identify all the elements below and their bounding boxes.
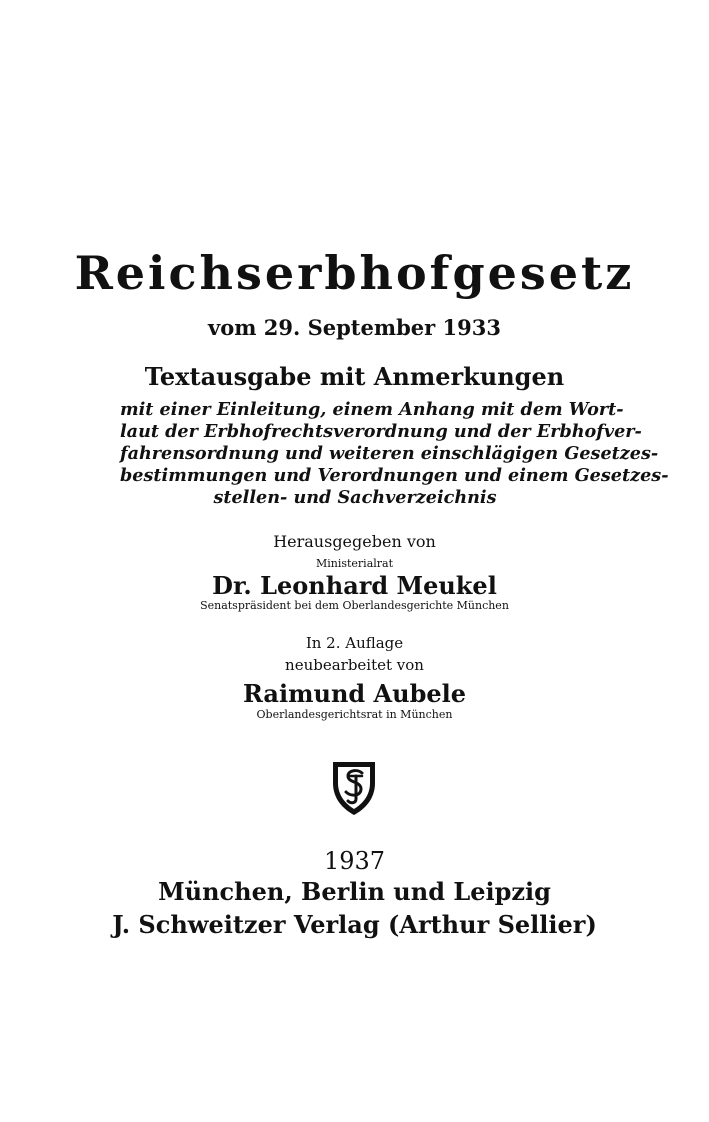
description-line: laut der Erbhofrechtsverordnung und der Erbhofver-: [120, 421, 642, 442]
description-line: fahrensordnung und weiteren einschlägigen Gesetzes-: [120, 443, 659, 464]
edited-by-label: Herausgegeben von: [273, 532, 436, 551]
publication-cities: München, Berlin und Leipzig: [158, 877, 551, 906]
date-line: vom 29. September 1933: [208, 315, 501, 340]
revised-by-label: neubearbeitet von: [285, 656, 424, 674]
publisher-shield-emblem-icon: [330, 759, 378, 817]
edition-label: In 2. Auflage: [305, 634, 404, 652]
editor1-position: Senatspräsident bei dem Oberlandesgerichte München: [200, 599, 509, 612]
description-line: mit einer Einleitung, einem Anhang mit dem Wort-: [120, 399, 624, 420]
editor2-position: Oberlandesgerichtsrat in München: [256, 708, 453, 721]
editor1-name: Dr. Leonhard Meukel: [212, 571, 497, 600]
subtitle: Textausgabe mit Anmerkungen: [144, 362, 565, 391]
publication-year: 1937: [323, 847, 386, 875]
book-title: Reichserbhofgesetz: [74, 246, 635, 300]
publisher-name: J. Schweitzer Verlag (Arthur Sellier): [112, 910, 597, 939]
editor1-rank: Ministerialrat: [315, 557, 394, 570]
description-line: bestimmungen und Verordnungen und einem Gesetzes-: [120, 465, 669, 486]
description-line: stellen- und Sachverzeichnis: [213, 487, 497, 508]
description-block: [120, 399, 669, 509]
editor2-name: Raimund Aubele: [242, 679, 467, 708]
